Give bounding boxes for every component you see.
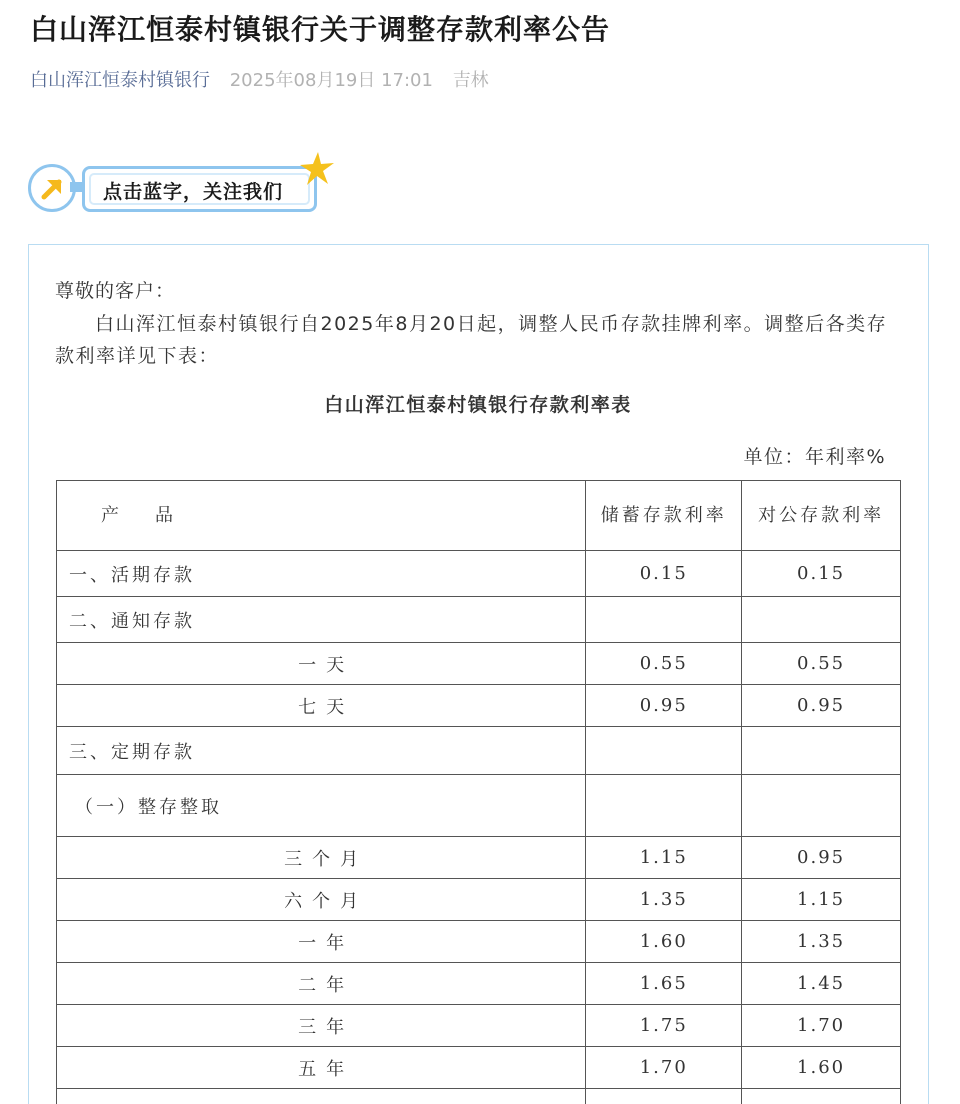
row-corporate-rate-cell: 0.95 (742, 685, 901, 727)
table-row (57, 685, 901, 727)
row-product-cell: 五年 (57, 1047, 586, 1089)
table-row (57, 921, 901, 963)
row-savings-rate-cell: 0.55 (586, 643, 742, 685)
row-corporate-rate-cell: 0.95 (742, 837, 901, 879)
row-product-cell: （一）整存整取 (57, 775, 586, 837)
table-row (57, 551, 901, 597)
table-row (57, 879, 901, 921)
row-savings-rate-cell: 0.95 (586, 685, 742, 727)
article-meta (30, 66, 489, 92)
sparkle-star-icon (296, 150, 336, 190)
notice-body: 白山浑江恒泰村镇银行自2025年8月20日起，调整人民币存款挂牌利率。调整后各类存款利率详见下表： (55, 313, 888, 367)
row-savings-rate-cell (586, 727, 742, 775)
row-product-cell (57, 1089, 586, 1104)
publish-date: 2025年08月19日 17:01 (229, 70, 433, 91)
table-row (57, 837, 901, 879)
row-corporate-rate-cell: 0.55 (742, 643, 901, 685)
notice-greeting: 尊敬的客户： (55, 280, 176, 302)
header-savings-rate: 储蓄存款利率 (586, 481, 742, 551)
table-row (57, 643, 901, 685)
row-corporate-rate-cell (742, 775, 901, 837)
row-product-cell: 一、活期存款 (57, 551, 586, 597)
follow-label-box[interactable] (82, 166, 317, 212)
row-product-cell: 一年 (57, 921, 586, 963)
row-savings-rate-cell: 1.75 (586, 1005, 742, 1047)
row-corporate-rate-cell (742, 727, 901, 775)
row-savings-rate-cell: 0.15 (586, 551, 742, 597)
follow-label: 点击蓝字，关注我们 (103, 181, 284, 203)
rate-unit: 单位：年利率% (743, 446, 886, 468)
arrow-up-right-icon (34, 170, 70, 206)
row-corporate-rate-cell: 1.45 (742, 963, 901, 1005)
table-row (57, 1047, 901, 1089)
rate-table-title: 白山浑江恒泰村镇银行存款利率表 (324, 394, 632, 416)
row-product-cell: 三个月 (57, 837, 586, 879)
row-savings-rate-cell: 1.70 (586, 1047, 742, 1089)
table-row (57, 1089, 901, 1104)
row-corporate-rate-cell (742, 597, 901, 643)
table-row (57, 597, 901, 643)
row-savings-rate-cell (586, 597, 742, 643)
row-product-cell: 三年 (57, 1005, 586, 1047)
row-product-cell: 七天 (57, 685, 586, 727)
table-header-row (57, 481, 901, 551)
row-savings-rate-cell: 1.65 (586, 963, 742, 1005)
row-savings-rate-cell: 1.60 (586, 921, 742, 963)
table-row (57, 775, 901, 837)
table-body (57, 551, 901, 1104)
row-product-cell: 六个月 (57, 879, 586, 921)
table-row (57, 963, 901, 1005)
row-product-cell: 二、通知存款 (57, 597, 586, 643)
header-product: 产 品 (57, 481, 586, 551)
row-corporate-rate-cell: 1.60 (742, 1047, 901, 1089)
row-savings-rate-cell: 1.15 (586, 837, 742, 879)
account-name-link[interactable]: 白山浑江恒泰村镇银行 (30, 70, 210, 91)
row-corporate-rate-cell: 1.70 (742, 1005, 901, 1047)
row-corporate-rate-cell: 0.15 (742, 551, 901, 597)
row-savings-rate-cell (586, 1089, 742, 1104)
publish-location: 吉林 (452, 70, 489, 91)
row-corporate-rate-cell: 1.15 (742, 879, 901, 921)
follow-banner[interactable] (28, 150, 348, 220)
row-corporate-rate-cell: 1.35 (742, 921, 901, 963)
row-savings-rate-cell: 1.35 (586, 879, 742, 921)
article-title: 白山浑江恒泰村镇银行关于调整存款利率公告 (30, 13, 611, 46)
row-product-cell: 二年 (57, 963, 586, 1005)
table-row (57, 1005, 901, 1047)
row-savings-rate-cell (586, 775, 742, 837)
row-product-cell: 三、定期存款 (57, 727, 586, 775)
table-row (57, 727, 901, 775)
header-corporate-rate: 对公存款利率 (742, 481, 901, 551)
deposit-rate-table (56, 480, 901, 1104)
row-corporate-rate-cell (742, 1089, 901, 1104)
row-product-cell: 一天 (57, 643, 586, 685)
